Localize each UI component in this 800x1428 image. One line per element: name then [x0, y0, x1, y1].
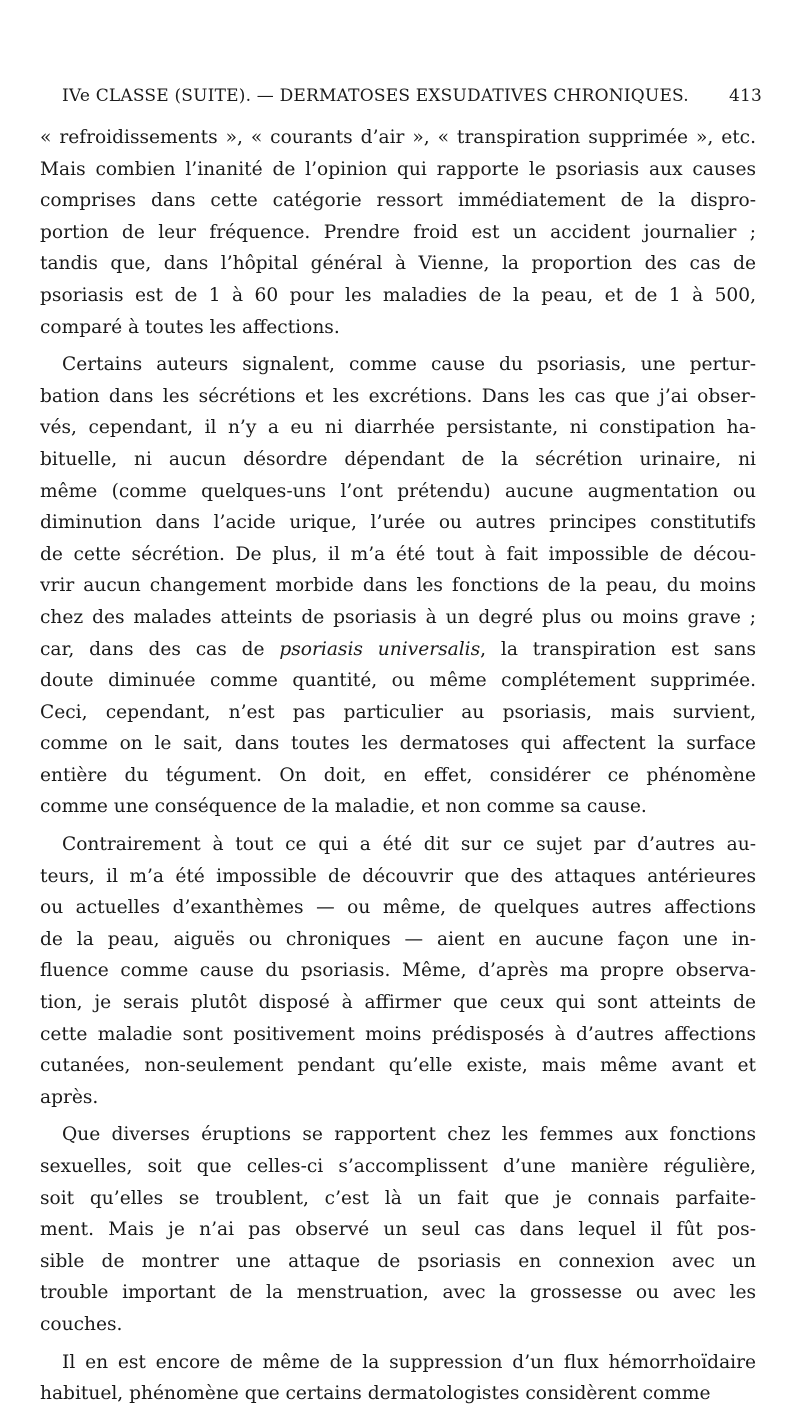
text-line: bation dans les sécrétions et les excrétions. Dans les cas que j’ai obser- [40, 385, 756, 407]
text-line: « refroidissements », « courants d’air », « transpiration supprimée », etc. [40, 127, 756, 148]
text-line: Contrairement à tout ce qui a été dit sur ce sujet par d’autres au- [62, 834, 756, 856]
text-line: teurs, il m’a été impossible de découvrir que des attaques antérieures [40, 865, 756, 887]
text-line: doute diminuée comme quantité, ou même complétement supprimée. [40, 670, 756, 692]
text-line: psoriasis est de 1 à 60 pour les maladies de la peau, et de 1 à 500, [40, 284, 756, 306]
text-line: comprises dans cette catégorie ressort immédiatement de la dispro- [40, 190, 756, 212]
text-line: cutanées, non-seulement pendant qu’elle existe, mais même avant et [40, 1055, 756, 1077]
running-head [62, 86, 762, 114]
text-line: Mais combien l’inanité de l’opinion qui rapporte le psoriasis aux causes [40, 158, 756, 180]
text-line: comme on le sait, dans toutes les dermatoses qui affectent la surface [40, 733, 756, 755]
text-line: après. [40, 1086, 99, 1108]
text-line: trouble important de la menstruation, avec la grossesse ou avec les [40, 1282, 756, 1304]
text-line: comparé à toutes les affections. [40, 316, 340, 338]
text-line: bituelle, ni aucun désordre dépendant de la sécrétion urinaire, ni [40, 448, 756, 470]
italic-term: psoriasis universalis [279, 638, 481, 660]
text-line: même (comme quelques-uns l’ont prétendu) aucune augmentation ou [40, 480, 756, 502]
paragraph [40, 829, 756, 1113]
text-line: soit qu’elles se troublent, c’est là un fait que je connais parfaite- [40, 1187, 756, 1209]
text-line: Il en est encore de même de la suppression d’un flux hémorrhoïdaire [62, 1351, 756, 1373]
text-line: fluence comme cause du psoriasis. Même, d’après ma propre observa- [40, 960, 756, 982]
text-line: habituel, phénomène que certains dermatologistes considèrent comme [40, 1383, 711, 1405]
text-line: de la peau, aiguës ou chroniques — aient en aucune façon une in- [40, 928, 756, 950]
text-line: entière du tégument. On doit, en effet, considérer ce phénomène [40, 764, 756, 786]
body-text [40, 122, 756, 1410]
text-line: portion de leur fréquence. Prendre froid est un accident journalier ; [40, 221, 756, 243]
text-line: vés, cependant, il n’y a eu ni diarrhée persistante, ni constipation ha- [40, 417, 756, 439]
paragraph [40, 1347, 756, 1410]
text-line: ou actuelles d’exanthèmes — ou même, de quelques autres affections [40, 897, 756, 919]
text-line: Ceci, cependant, n’est pas particulier au psoriasis, mais survient, [40, 701, 756, 723]
text-line: couches. [40, 1313, 123, 1335]
text-line: tandis que, dans l’hôpital général à Vienne, la proportion des cas de [40, 253, 756, 275]
paragraph [40, 122, 756, 343]
text-line: tion, je serais plutôt disposé à affirmer que ceux qui sont atteints de [40, 992, 756, 1014]
running-head-title: IVe CLASSE (SUITE). — DERMATOSES EXSUDATIVES CHRONIQUES. [62, 86, 689, 106]
paragraph [40, 349, 756, 823]
text-line: sible de montrer une attaque de psoriasis en connexion avec un [40, 1250, 756, 1272]
text-line: car, dans des cas de psoriasis universalis, la transpiration est sans [40, 638, 756, 660]
text-line: Certains auteurs signalent, comme cause du psoriasis, une pertur- [62, 354, 756, 376]
text-line: cette maladie sont positivement moins prédisposés à d’autres affections [40, 1023, 756, 1045]
page-number: 413 [728, 86, 762, 106]
paragraph [40, 1119, 756, 1340]
text-line: vrir aucun changement morbide dans les fonctions de la peau, du moins [40, 575, 756, 597]
text-line: chez des malades atteints de psoriasis à un degré plus ou moins grave ; [40, 606, 756, 628]
text-line: sexuelles, soit que celles-ci s’accomplissent d’une manière régulière, [40, 1156, 756, 1177]
text-line: comme une conséquence de la maladie, et non comme sa cause. [40, 796, 647, 818]
text-line: Que diverses éruptions se rapportent chez les femmes aux fonctions [62, 1124, 756, 1146]
text-line: de cette sécrétion. De plus, il m’a été tout à fait impossible de décou- [40, 543, 756, 565]
text-line: ment. Mais je n’ai pas observé un seul cas dans lequel il fût pos- [40, 1219, 756, 1241]
text-line: diminution dans l’acide urique, l’urée ou autres principes constitutifs [40, 512, 756, 534]
